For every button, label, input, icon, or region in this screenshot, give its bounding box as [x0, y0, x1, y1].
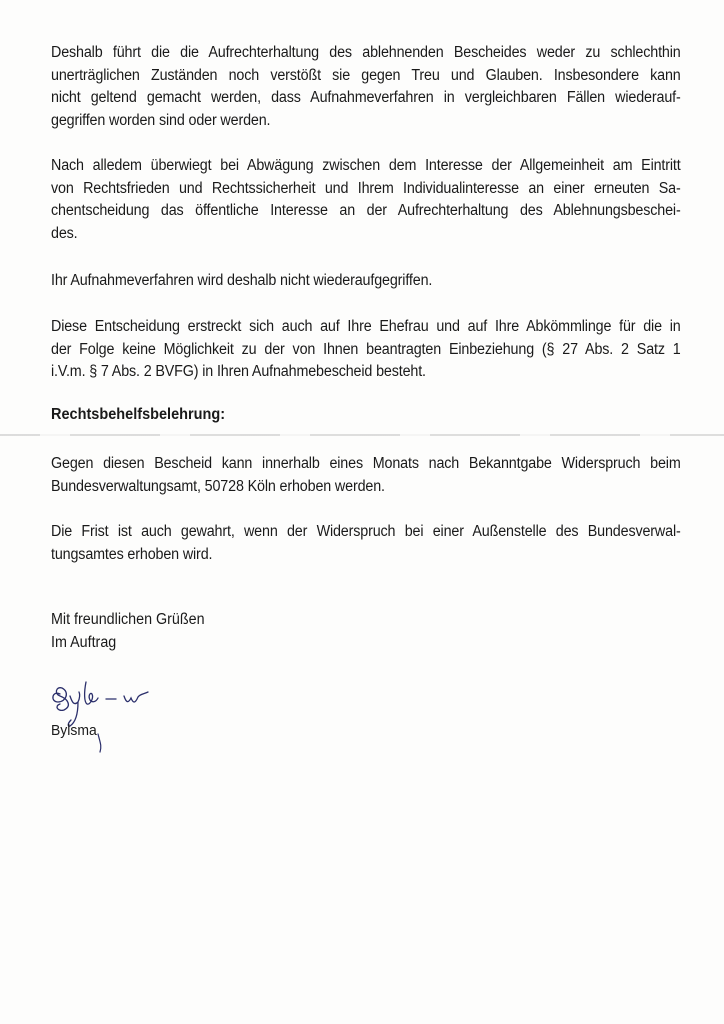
- text-line: unerträglichen Zuständen noch verstößt sie gegen Treu und Glauben. Insbesondere kann: [51, 66, 681, 84]
- text-line: Diese Entscheidung erstreckt sich auch auf Ihre Ehefrau und auf Ihre Abkömmlinge für die in: [51, 318, 681, 335]
- text-line: der Folge keine Möglichkeit zu der von Ihnen beantragten Einbeziehung (§ 27 Abs. 2 Satz 1: [51, 340, 681, 358]
- paragraph-not-reopened: [51, 270, 681, 293]
- text-line: von Rechtsfrieden und Rechtssicherheit und Ihrem Individualinteresse an einer erneuten Sa-: [51, 179, 681, 197]
- text-line: Die Frist ist auch gewahrt, wenn der Widerspruch bei einer Außenstelle des Bundesverwal-: [51, 523, 681, 540]
- closing-greeting: Mit freundlichen Grüßen: [51, 611, 205, 628]
- paragraph-deadline-info: [51, 521, 681, 566]
- text-line: gegriffen worden sind oder werden.: [51, 111, 271, 129]
- text-line: nicht geltend gemacht werden, dass Aufnahmeverfahren in vergleichbaren Fällen wiederauf-: [51, 89, 681, 106]
- legal-remedy-heading: Rechtsbehelfsbelehrung:: [51, 406, 226, 423]
- signer-name: Bylsma: [51, 722, 97, 739]
- text-line: Gegen diesen Bescheid kann innerhalb eines Monats nach Bekanntgabe Widerspruch beim: [51, 455, 681, 472]
- text-line: chentscheidung das öffentliche Interesse an der Aufrechterhaltung des Ablehnungsbeschei-: [51, 202, 681, 219]
- on-behalf-line: Im Auftrag: [51, 634, 117, 651]
- text-line: Nach alledem überwiegt bei Abwägung zwischen dem Interesse der Allgemeinheit am Eintritt: [51, 157, 681, 174]
- paragraph-weighing-interests: [51, 155, 681, 245]
- text-line: i.V.m. § 7 Abs. 2 BVFG) in Ihren Aufnahmebescheid besteht.: [51, 363, 426, 380]
- paragraph-family-extension: [51, 316, 681, 384]
- text-line: Ihr Aufnahmeverfahren wird deshalb nicht wiederaufgegriffen.: [51, 272, 433, 289]
- text-line: Deshalb führt die die Aufrechterhaltung des ablehnenden Bescheides weder zu schlechthin: [51, 44, 681, 61]
- handwritten-signature: [40, 672, 180, 762]
- paper-fold-line: [0, 434, 724, 436]
- text-line: tungsamtes erhoben wird.: [51, 545, 213, 563]
- paragraph-objection-info: [51, 453, 681, 498]
- text-line: des.: [51, 224, 78, 242]
- paragraph-upholding-decision: [51, 42, 681, 132]
- text-line: Bundesverwaltungsamt, 50728 Köln erhoben werden.: [51, 477, 385, 495]
